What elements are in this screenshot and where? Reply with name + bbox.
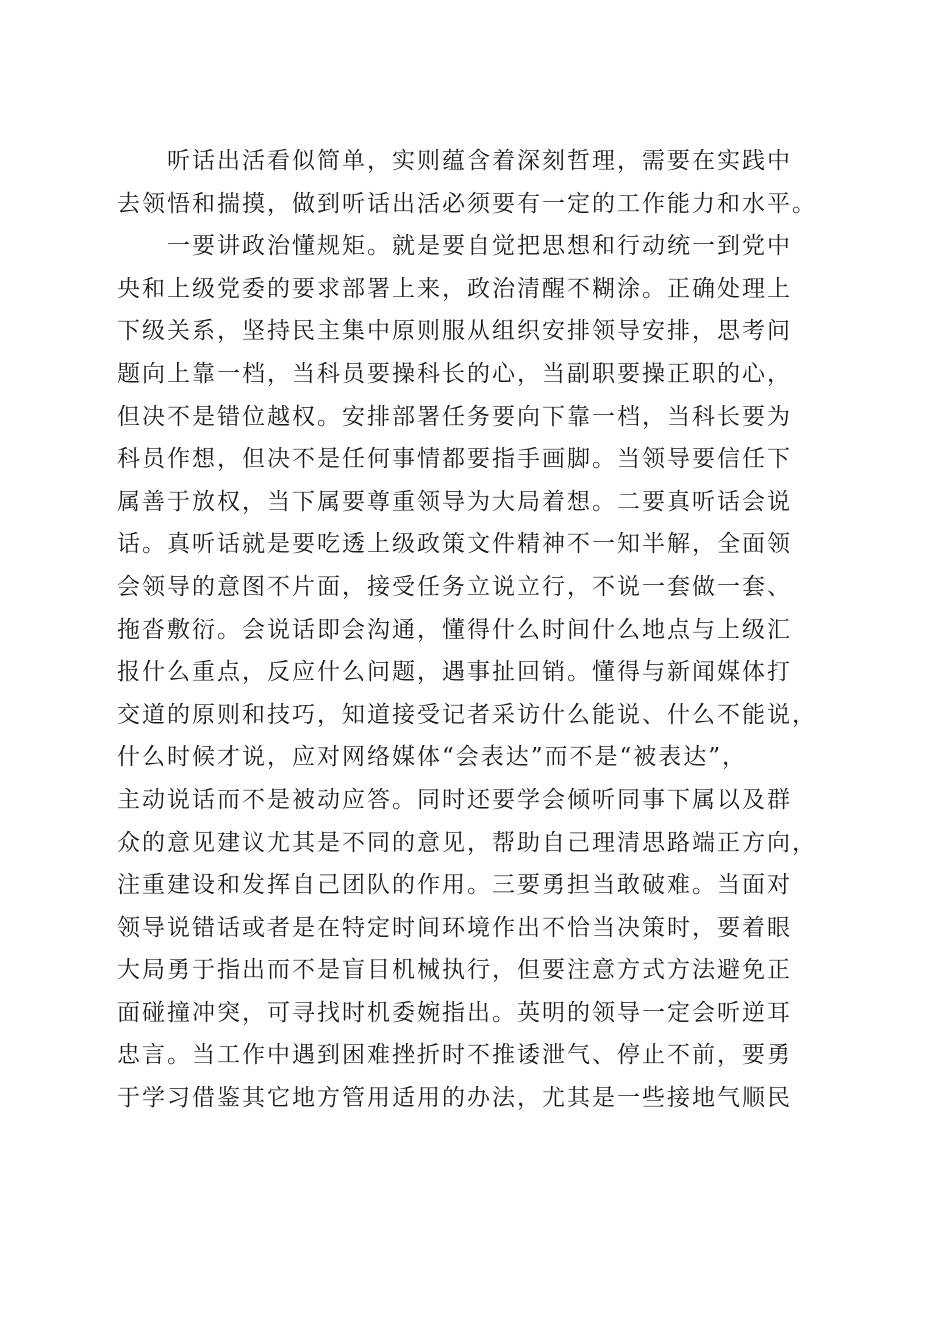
paragraph-2-line: 领导说错话或者是在特定时间环境作出不恰当决策时，要着眼 (117, 914, 792, 941)
paragraph-2-line: 拖沓敷衍。会说话即会沟通，懂得什么时间什么地点与上级汇 (117, 616, 792, 643)
paragraph-2-line: 央和上级党委的要求部署上来，政治清醒不糊涂。正确处理上 (117, 275, 792, 302)
paragraph-2-line: 众的意见建议尤其是不同的意见，帮助自己理清思路端正方向， (117, 829, 817, 856)
paragraph-2-line: 于学习借鉴其它地方管用适用的办法，尤其是一些接地气顺民 (117, 1085, 792, 1112)
paragraph-2-line: 话。真听话就是要吃透上级政策文件精神不一知半解，全面领 (117, 531, 792, 558)
paragraph-2-line: 注重建设和发挥自己团队的作用。三要勇担当敢破难。当面对 (117, 872, 792, 899)
paragraph-1-line: 听话出活看似简单，实则蕴含着深刻哲理，需要在实践中 (167, 148, 792, 174)
paragraph-2-line: 什么时候才说，应对网络媒体“会表达”而不是“被表达”， (117, 744, 748, 771)
paragraph-2-line: 但决不是错位越权。安排部署任务要向下靠一档，当科长要为 (117, 403, 792, 430)
paragraph-2-line: 忠言。当工作中遇到困难挫折时不推诿泄气、停止不前，要勇 (117, 1042, 792, 1069)
paragraph-2-line: 题向上靠一档，当科员要操科长的心，当副职要操正职的心， (117, 360, 792, 387)
paragraph-2-line: 属善于放权，当下属要尊重领导为大局着想。二要真听话会说 (117, 488, 792, 515)
paragraph-2-line: 会领导的意图不片面，接受任务立说立行，不说一套做一套、 (117, 573, 792, 600)
paragraph-2-line: 下级关系，坚持民主集中原则服从组织安排领导安排，思考问 (117, 318, 792, 345)
paragraph-2-line: 报什么重点，反应什么问题，遇事扯回销。懂得与新闻媒体打 (117, 659, 792, 686)
paragraph-2-line: 主动说话而不是被动应答。同时还要学会倾听同事下属以及群 (117, 786, 792, 813)
paragraph-2-line: 一要讲政治懂规矩。就是要自觉把思想和行动统一到党中 (167, 233, 792, 260)
paragraph-2-line: 交道的原则和技巧，知道接受记者采访什么能说、什么不能说， (117, 701, 817, 728)
paragraph-2-line: 面碰撞冲突，可寻找时机委婉指出。英明的领导一定会听逆耳 (117, 999, 792, 1026)
body-text (117, 140, 837, 1120)
paragraph-2-line: 大局勇于指出而不是盲目机械执行，但要注意方式方法避免正 (117, 957, 792, 984)
paragraph-1-line: 去领悟和揣摸，做到听话出活必须要有一定的工作能力和水平。 (117, 190, 817, 217)
paragraph-2-line: 科员作想，但决不是任何事情都要指手画脚。当领导要信任下 (117, 446, 792, 473)
